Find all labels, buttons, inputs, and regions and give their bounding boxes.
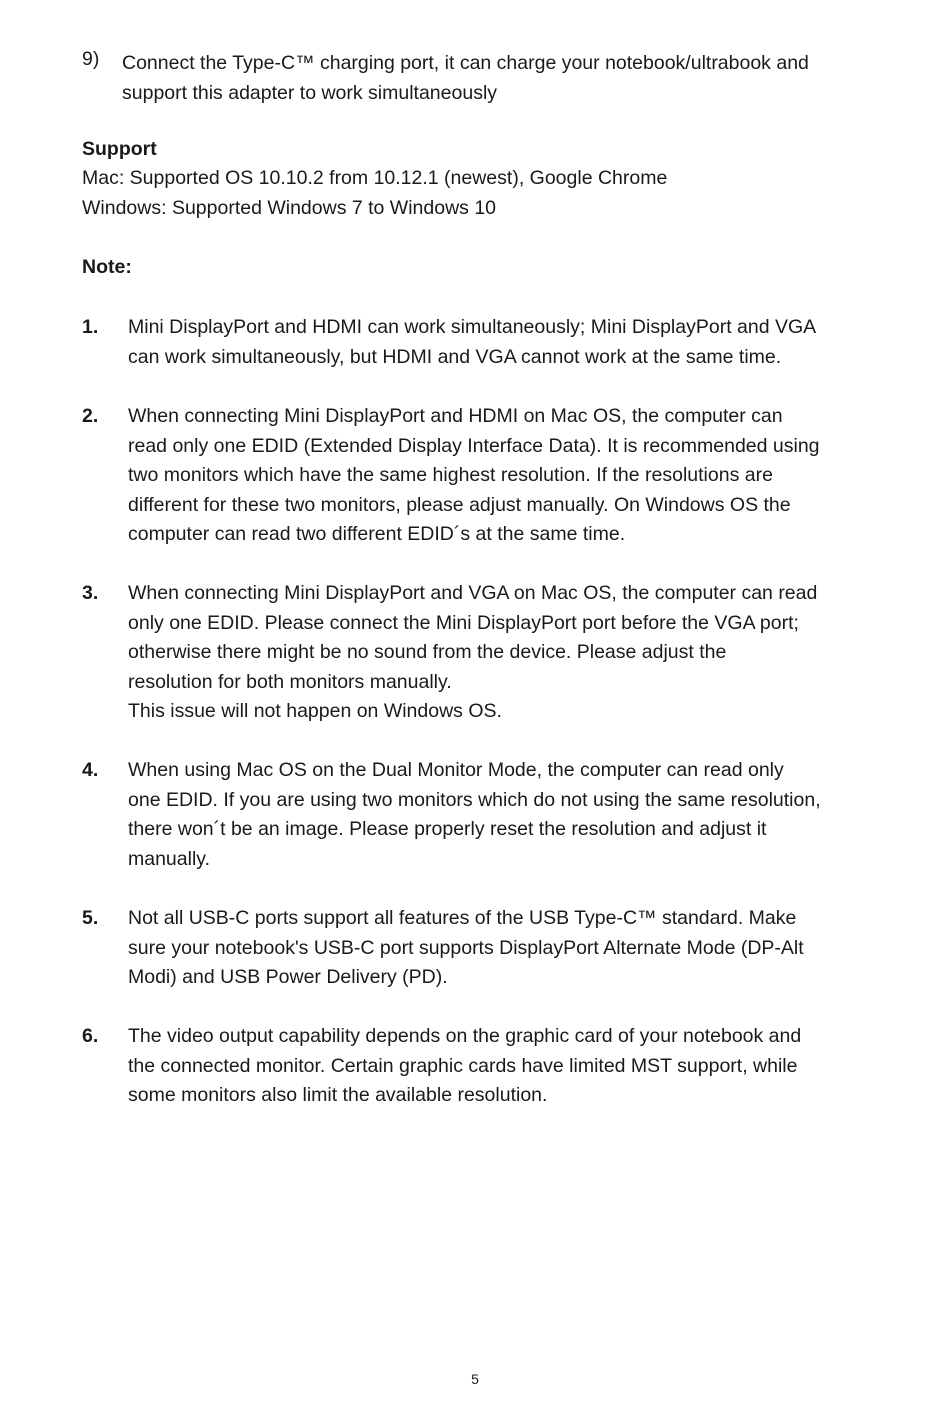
note-heading: Note:: [82, 256, 132, 278]
note-number: 4.: [82, 759, 99, 781]
note-text: [128, 579, 888, 727]
note-line: there won´t be an image. Please properly reset the resolution and adjust it: [128, 818, 767, 840]
note-text: [128, 313, 888, 372]
note-line: read only one EDID (Extended Display Interface Data). It is recommended using: [128, 434, 820, 457]
note-line: The video output capability depends on the graphic card of your notebook and: [128, 1025, 802, 1047]
note-text: [128, 402, 888, 550]
note-line: different for these two monitors, please adjust manually. On Windows OS the: [128, 493, 791, 516]
step-9-text: [122, 48, 902, 108]
note-line: This issue will not happen on Windows OS.: [128, 700, 502, 722]
note-line: sure your notebook's USB-C port supports DisplayPort Alternate Mode (DP-Alt: [128, 936, 804, 959]
support-mac: Mac: Supported OS 10.10.2 from 10.12.1 (newest), Google Chrome: [82, 167, 668, 189]
note-line: the connected monitor. Certain graphic cards have limited MST support, while: [128, 1054, 798, 1077]
note-line: When connecting Mini DisplayPort and VGA on Mac OS, the computer can read: [128, 582, 818, 604]
step-9-line: Connect the Type-C™ charging port, it can charge your notebook/ultrabook and: [122, 52, 809, 74]
support-windows: Windows: Supported Windows 7 to Windows 10: [82, 197, 497, 219]
note-line: otherwise there might be no sound from the device. Please adjust the: [128, 641, 727, 663]
note-text: [128, 756, 888, 874]
note-line: two monitors which have the same highest resolution. If the resolutions are: [128, 464, 773, 486]
note-line: only one EDID. Please connect the Mini DisplayPort port before the VGA port;: [128, 611, 799, 634]
step-9-line: support this adapter to work simultaneously: [122, 82, 498, 104]
note-line: Mini DisplayPort and HDMI can work simultaneously; Mini DisplayPort and VGA: [128, 316, 817, 338]
note-number: 2.: [82, 405, 99, 427]
note-text: [128, 1022, 888, 1111]
step-9-number: 9): [82, 48, 100, 70]
note-line: Not all USB-C ports support all features of the USB Type-C™ standard. Make: [128, 907, 797, 929]
note-number: 1.: [82, 316, 99, 338]
note-line: When connecting Mini DisplayPort and HDMI on Mac OS, the computer can: [128, 405, 783, 427]
note-line: some monitors also limit the available resolution.: [128, 1084, 548, 1106]
note-line: can work simultaneously, but HDMI and VGA cannot work at the same time.: [128, 345, 782, 368]
note-line: manually.: [128, 847, 211, 870]
note-line: Modi) and USB Power Delivery (PD).: [128, 966, 448, 988]
support-heading: Support: [82, 138, 157, 160]
note-text: [128, 904, 888, 993]
note-number: 6.: [82, 1025, 99, 1047]
note-line: When using Mac OS on the Dual Monitor Mode, the computer can read only: [128, 759, 784, 781]
note-number: 5.: [82, 907, 99, 929]
note-line: one EDID. If you are using two monitors which do not using the same resolution,: [128, 788, 821, 811]
note-line: resolution for both monitors manually.: [128, 670, 452, 693]
note-line: computer can read two different EDID´s at the same time.: [128, 523, 626, 545]
page-number: 5: [471, 1371, 479, 1387]
note-number: 3.: [82, 582, 99, 604]
